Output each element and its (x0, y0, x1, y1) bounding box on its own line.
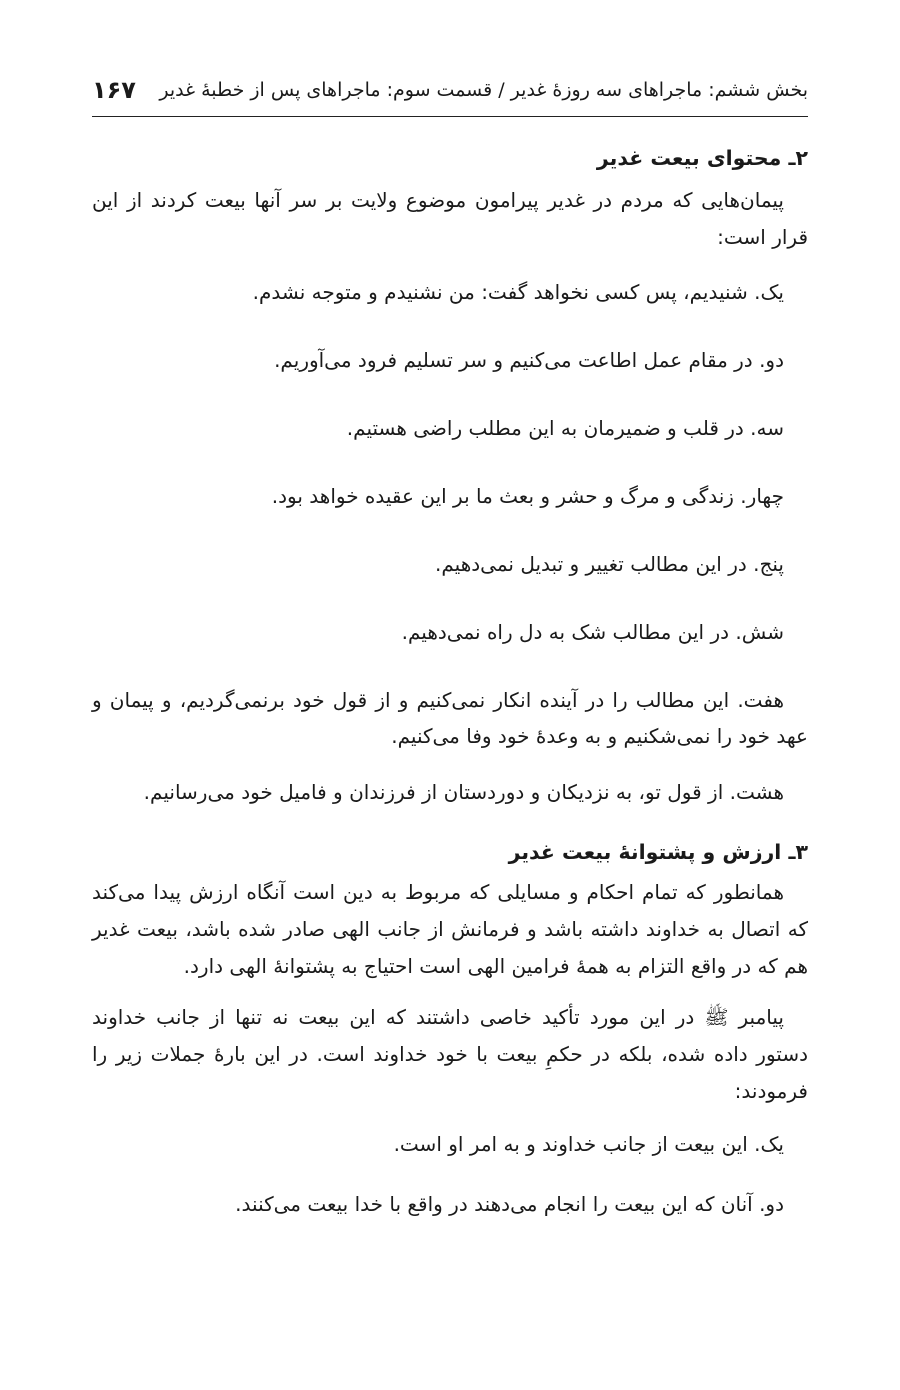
section-3-item-1: یک. این بیعت از جانب خداوند و به امر او است. (393, 1132, 784, 1156)
section-2-item-8: هشت. از قول تو، به نزدیکان و دوردستان از فرزندان و فامیل خود می‌رسانیم. (143, 780, 784, 804)
section-2-heading: ۲ـ محتوای بیعت غدیر (596, 146, 808, 170)
section-2-item-6: شش. در این مطالب شک به دل راه نمی‌دهیم. (401, 620, 784, 644)
running-header (92, 70, 808, 110)
section-3-paragraph-2: پیامبر ﷺ در این مورد تأکید خاصی داشتند که این بیعت نه تنها از جانب خداوند دستور داده شده، بلکه در حکمِ بیعت با خود خداوند است. در این بارهٔ جملات زیر را فرمودند: (92, 1005, 808, 1103)
section-3-paragraph-1: همانطور که تمام احکام و مسایلی که مربوط به دین است آنگاه ارزش پیدا می‌کند که اتصال به خداوند داشته باشد و فرمانش از جانب الهی صادر شده باشد، بیعت غدیر هم که در واقع التزام به همهٔ فرامین الهی است احتیاج به پشتوانهٔ الهی دارد. (92, 880, 808, 978)
section-2-item-4: چهار. زندگی و مرگ و حشر و بعث ما بر این عقیده خواهد بود. (271, 484, 784, 508)
section-2-item-3: سه. در قلب و ضمیرمان به این مطلب راضی هستیم. (346, 416, 784, 440)
page-content (92, 138, 808, 1222)
section-2-item-5: پنج. در این مطالب تغییر و تبدیل نمی‌دهیم. (435, 552, 784, 576)
section-2-item-7: هفت. این مطالب را در آینده انکار نمی‌کنیم و از قول خود برنمی‌گردیم، و پیمان و عهد خود را نمی‌شکنیم و به وعدهٔ خود وفا می‌کنیم. (92, 688, 808, 748)
section-2-item-2: دو. در مقام عمل اطاعت می‌کنیم و سر تسلیم فرود می‌آوریم. (274, 348, 784, 372)
section-3-item-2: دو. آنان که این بیعت را انجام می‌دهند در واقع با خدا بیعت می‌کنند. (235, 1192, 784, 1216)
running-header-title: بخش ششم: ماجراهای سه روزهٔ غدیر / قسمت سوم: ماجراهای پس از خطبهٔ غدیر (159, 79, 808, 101)
section-3-heading: ۳ـ ارزش و پشتوانهٔ بیعت غدیر (508, 840, 808, 864)
header-rule (92, 116, 808, 117)
page-number: ۱۶۷ (92, 76, 136, 104)
book-page (92, 0, 808, 1390)
section-2-intro: پیمان‌هایی که مردم در غدیر پیرامون موضوع ولایت بر سر آنها بیعت کردند از این قرار است: (92, 188, 808, 249)
section-2-item-1: یک. شنیدیم، پس کسی نخواهد گفت: من نشنیدم و متوجه نشدم. (252, 280, 784, 304)
